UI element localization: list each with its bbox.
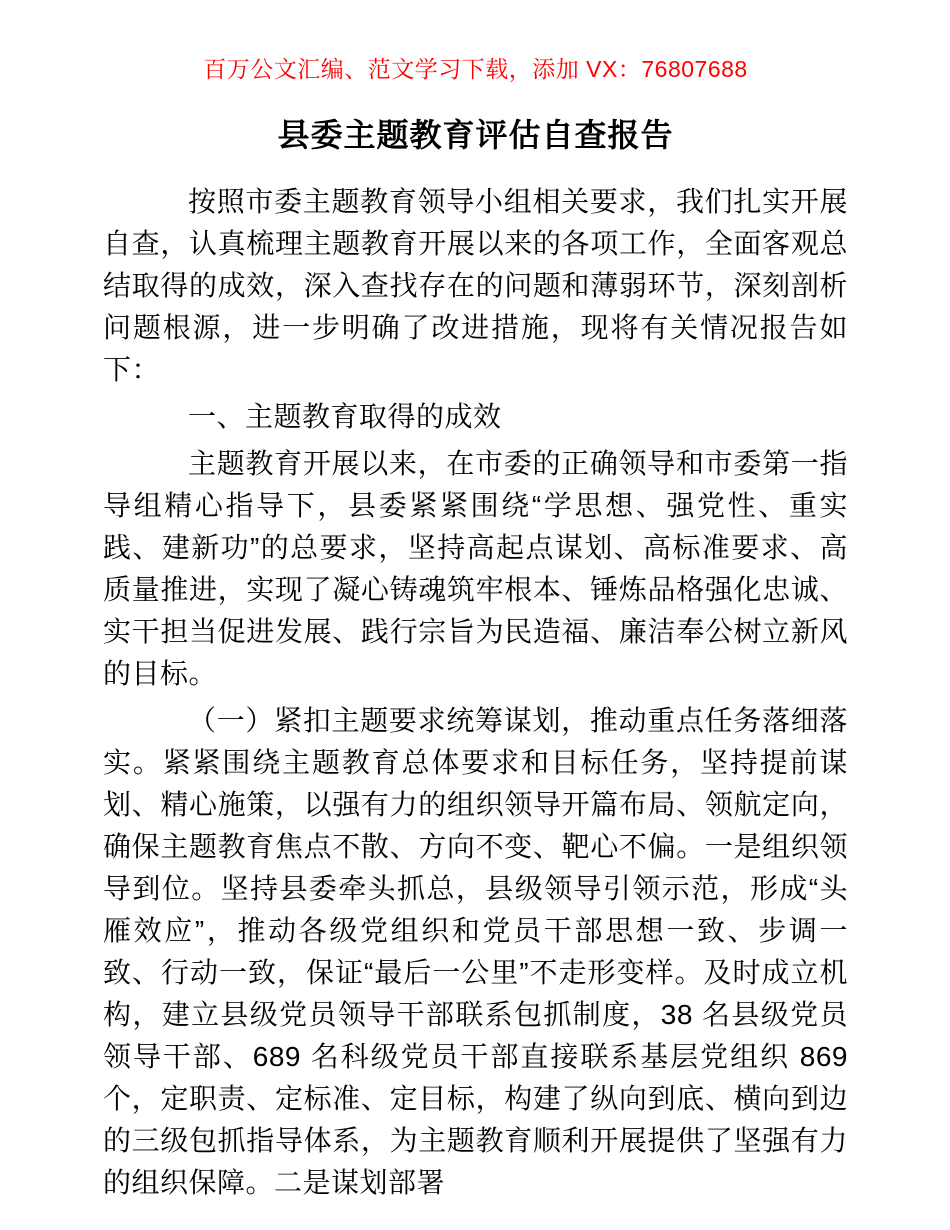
section-1-overview-paragraph: 主题教育开展以来，在市委的正确领导和市委第一指导组精心指导下，县委紧紧围绕“学思想、强党性、重实践、建新功”的总要求，坚持高起点谋划、高标准要求、高质量推进，实现了凝心铸魂筑牢根本、锤炼品格强化忠诚、实干担当促进发展、践行宗旨为民造福、廉洁奉公树立新风的目标。: [103, 448, 848, 689]
section-1-heading: 一、主题教育取得的成效: [188, 401, 502, 432]
intro-paragraph: 按照市委主题教育领导小组相关要求，我们扎实开展自查，认真梳理主题教育开展以来的各项工作，全面客观总结取得的成效，深入查找存在的问题和薄弱环节，深刻剖析问题根源，进一步明确了改进措施，现将有关情况报告如下：: [103, 186, 848, 385]
document-title: 县委主题教育评估自查报告: [277, 117, 674, 153]
subsection-1-1-paragraph: （一）紧扣主题要求统筹谋划，推动重点任务落细落实。紧紧围绕主题教育总体要求和目标任务，坚持提前谋划、精心施策，以强有力的组织领导开篇布局、领航定向，确保主题教育焦点不散、方向不变、靶心不偏。一是组织领导到位。坚持县委牵头抓总，县级领导引领示范，形成“头雁效应”，推动各级党组织和党员干部思想一致、步调一致、行动一致，保证“最后一公里”不走形变样。及时成立机构，建立县级党员领导干部联系包抓制度，38 名县级党员领导干部、689 名科级党员干部直接联系基层党组织 869 个，定职责、定标准、定目标，构建了纵向到底、横向到边的三级包抓指导体系，为主题教育顺利开展提供了坚强有力的组织保障。二是谋划部署: [103, 705, 848, 1198]
watermark-notice: 百万公文汇编、范文学习下载，添加 VX：76807688: [203, 56, 748, 82]
document-body: [103, 181, 848, 1204]
